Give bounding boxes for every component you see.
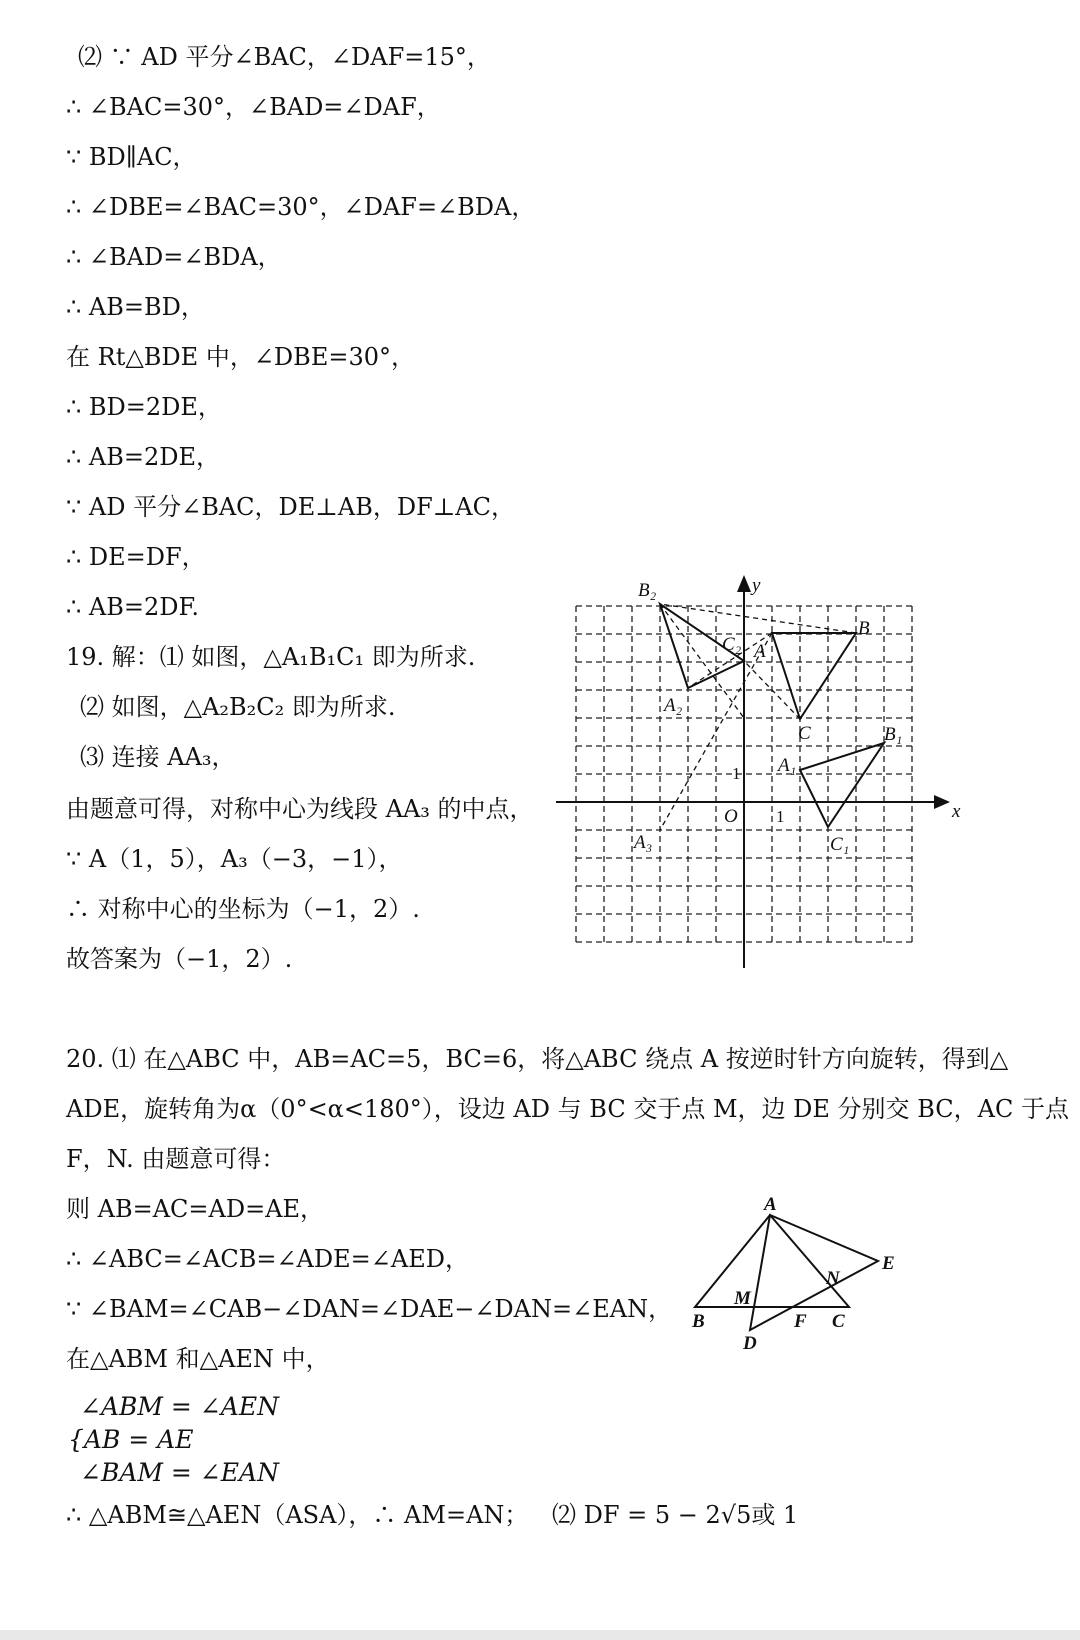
page-bottom-edge [0,1630,1080,1640]
label-c: C [798,723,811,744]
solution-line: ADE，旋转角为α（0°<α<180°），设边 AD 与 BC 交于点 M，边 DE 分别交 BC，AC 于点 [66,1095,1069,1123]
solution-line: 故答案为（−1，2）. [66,945,293,973]
unit-label-y: 1 [732,764,741,783]
solution-line: F，N. 由题意可得： [66,1145,286,1173]
solution-line: ∵ A（1，5），A₃（−3，−1）， [66,845,403,873]
label-b: B [858,618,870,639]
solution-line: ⑶ 连接 AA₃， [80,743,236,771]
proof-line: ∴ AB=2DF. [66,593,200,621]
solution-line: 20. ⑴ 在△ABC 中，AB=AC=5，BC=6，将△ABC 绕点 A 按逆时针方向旋转，得到△ [66,1045,1009,1073]
label-origin: O [724,806,738,827]
label-c1: C₁ [830,834,850,855]
label-a: A [754,641,766,662]
label-a1: A₁ [778,755,797,776]
label-d-rot: D [743,1333,757,1354]
solution-line: ∵ ∠BAM=∠CAB−∠DAN=∠DAE−∠DAN=∠EAN， [66,1295,673,1323]
proof-line: ∴ ∠BAD=∠BDA， [66,243,282,271]
proof-line: 在 Rt△BDE 中，∠DBE=30°， [66,343,415,371]
system-line: ∠ABM = ∠AEN [80,1392,279,1421]
triangle-ade [750,1215,878,1330]
solution-line: ⑵ 如图，△A₂B₂C₂ 即为所求. [80,693,396,721]
label-a3: A₃ [634,832,653,853]
solution-line: 由题意可得，对称中心为线段 AA₃ 的中点， [66,795,534,823]
proof-line: ∴ AB=2DE， [66,443,221,471]
label-m-rot: M [734,1288,751,1309]
solution-line: 则 AB=AC=AD=AE， [66,1195,325,1223]
proof-line: ∴ ∠BAC=30°，∠BAD=∠DAF， [66,93,441,121]
part2-answer: ⑵ DF = 5 − 2√5或 1 [552,1501,799,1529]
proof-line: ∴ DE=DF， [66,543,206,571]
label-b1: B₁ [884,724,903,745]
solution-line: ∴ ∠ABC=∠ACB=∠ADE=∠AED， [66,1245,469,1273]
proof-line: ∵ BD∥AC， [66,143,197,171]
label-e-rot: E [882,1253,895,1274]
system-line: ∠BAM = ∠EAN [80,1458,279,1487]
label-y-axis: y [752,575,761,596]
solution-line: 19. 解：⑴ 如图，△A₁B₁C₁ 即为所求. [66,643,476,671]
label-a-rot: A [764,1194,777,1215]
label-x-axis: x [952,801,961,822]
label-b2: B₂ [638,580,657,601]
unit-label-x: 1 [776,807,785,826]
proof-line: ∴ ∠DBE=∠BAC=30°，∠DAF=∠BDA， [66,193,536,221]
label-b-rot: B [692,1311,705,1332]
proof-line: ⑵ ∵ AD 平分∠BAC，∠DAF=15°， [78,43,491,71]
label-c-rot: C [832,1311,845,1332]
system-line: {AB = AE [68,1425,194,1454]
label-c2: C₂ [722,634,742,655]
label-f-rot: F [794,1311,807,1332]
triangle-abc-rot [695,1215,849,1307]
proof-line: ∴ BD=2DE， [66,393,222,421]
proof-line: ∵ AD 平分∠BAC，DE⊥AB，DF⊥AC， [66,493,516,521]
label-a2: A₂ [664,695,683,716]
conclusion-line: ∴ △ABM≅△AEN（ASA），∴ AM=AN； [66,1501,529,1529]
proof-line: ∴ AB=BD， [66,293,205,321]
solution-line: 在△ABM 和△AEN 中， [66,1345,330,1373]
solution-line: ∴ 对称中心的坐标为（−1，2）. [66,895,420,923]
label-n-rot: N [826,1268,840,1289]
